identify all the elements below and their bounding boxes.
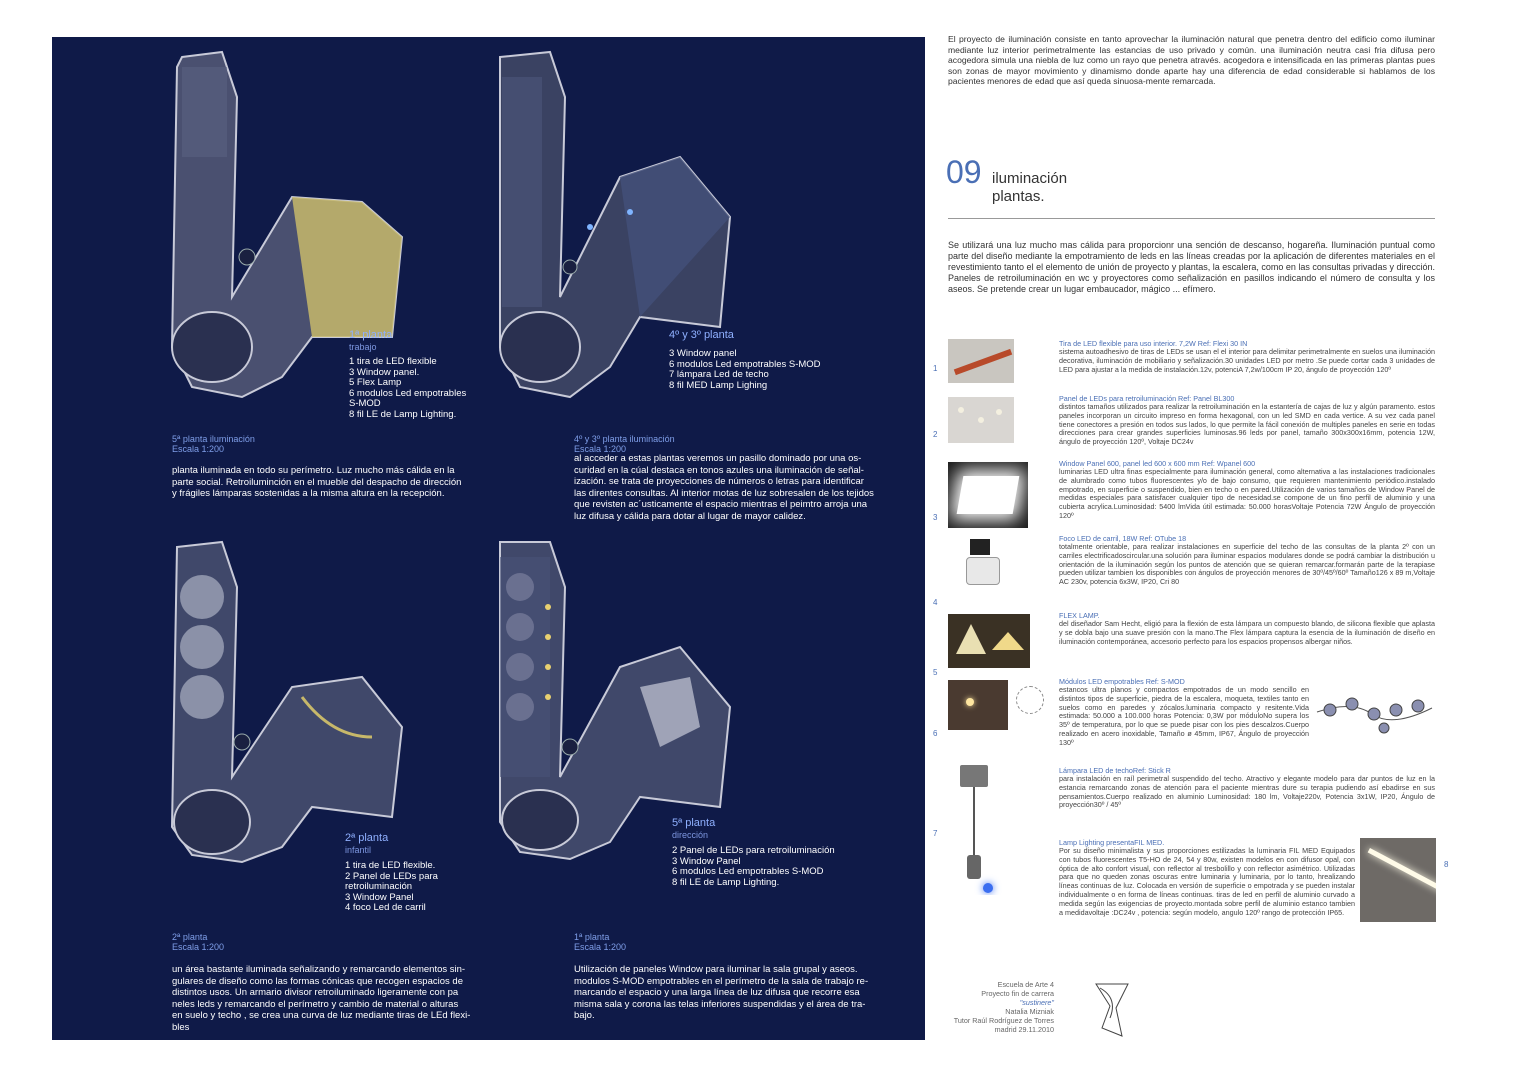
led-strip-image — [948, 339, 1014, 383]
description-line: Utilización de paneles Window para iluminar la sala grupal y aseos. — [574, 964, 858, 975]
floor-plan-1-drawing — [162, 47, 422, 407]
description-line: gulares de diseño como las formas cónicas que recogen espacios de — [172, 975, 463, 987]
chapter-title-line1: iluminación — [992, 170, 1068, 187]
stick-lamp-image — [955, 765, 1005, 895]
legend-item: 1 tira de LED flexible — [349, 356, 437, 367]
item-2-number: 2 — [933, 430, 938, 439]
description-line: en suelo y techo , se crea una curva de luz mediante tiras de LEd flexi- — [172, 1010, 471, 1021]
floor-plan-1 — [162, 47, 422, 407]
plan-2-title-block — [669, 329, 734, 341]
credits-tutor: Tutor Raúl Rodríguez de Torres — [953, 1016, 1054, 1025]
plan-1-subtitle: trabajo — [349, 342, 377, 352]
item-3-title: Window Panel 600, panel led 600 x 600 mm Ref: Wpanel 600 — [1059, 459, 1256, 468]
plan-4-subtitle: dirección — [672, 830, 709, 840]
plan-2-section-title — [574, 434, 675, 454]
description-line: modulos S-MOD empotrables en el perímetro de la sala de trabajo re- — [574, 975, 869, 987]
section-scale: Escala 1:200 — [574, 942, 627, 952]
legend-item: 8 fil LE de Lamp Lighting. — [672, 876, 780, 888]
legend-item: S-MOD — [349, 398, 381, 409]
logo-sketch-icon — [1088, 978, 1134, 1042]
item-1-number: 1 — [933, 364, 938, 373]
legend-item: 1 tira de LED flexible. — [345, 860, 436, 871]
item-4-number: 4 — [933, 598, 938, 607]
item-6-number: 6 — [933, 729, 938, 738]
description-line: al acceder a estas plantas veremos un pasillo dominado por una os- — [574, 453, 862, 464]
plan-3-legend — [345, 861, 438, 914]
description-line: y frágiles lámparas sostenidas a la misma altura en la recepción. — [172, 488, 445, 499]
legend-item: 6 modulos Led empotrables — [349, 387, 467, 399]
item-8-text: Por su diseño minimalista y sus proporciones estilizadas la luminaria FIL MED Equipados con tubos fluorescentes T5-HO de 24, 54 y 80w, existen modelos en con difusor opal, con óptica de alto confort visual, con reflector al tresbolillo y con reflector asimétrico. Utilizadas para que no queden zonas oscuras entre luminaria y luminaria, por lo tanto, hrealizando líneas continuas de luz. Colocada en versión de superficie o empotrada y se pueden instalar individualmente o en forma de líneas continuas. tiras de led en perfil de aluminio curvado a medida según las exigencias de proyecto.montada sobre perfil de aluminio estanco tambien a medidavoltaje :DC24v , potencia: según modelo, angulo 120º rango de protección IP65. — [1059, 846, 1355, 917]
section-scale: Escala 1:200 — [172, 444, 225, 454]
item-7-text: para instalación en raíl perimetral suspendido del techo. Atractivo y elegante modelo para dar puntos de luz en la estancia remarcando zonas de atención para el paciente mientras dure su terapia pudiendo así ebadirse en sus pensamientos.Cuerpo realizado en aluminio Luminosidad: 180 lm, Voltaje220v, Potencia 3x1W, IP20, Ángulo de proyección30º / 45º — [1059, 774, 1435, 810]
credits-school: Escuela de Arte 4 — [997, 980, 1054, 989]
description-line: marcando el espacio y una larga línea de luz difusa que recorre esa — [574, 987, 860, 998]
description-line: distintos usos. Un armario divisor retroiluminado ligeramente con pa — [172, 987, 459, 998]
legend-item: 7 lámpara Led de techo — [669, 369, 769, 380]
credits-project: Proyecto fin de carrera — [981, 989, 1054, 998]
description-line: planta iluminada en todo su perímetro. Luz mucho más cálida en la — [172, 465, 455, 476]
plan-1-title-block — [349, 329, 392, 353]
item-4-text: totalmente orientable, para realizar instalaciones en superficie del techo de las consultas de la planta 2º con un carriles electrificadoscircular.una solución para iluminar espacios modulares donde se podrá cambiar la distribución u orientación de la iluminación según los puntos de atención que se quieran remarcar.formarán parte de la terapiase pueden utilizar tambien los disponibles con ángulos de proyección menores de 30º/45º/60º Tamaño126 x 89 m,Voltaje AC 230v, potencia 6x3W, IP20, Cri 80 — [1059, 542, 1435, 587]
item-2-text: distintos tamaños utilizados para realizar la retroiluminación en la estantería de cajas de luz y algún paramento. estos paneles incorporan un circuito impreso en forma hexagonal, con un led SMD en cada vertice. A su vez cada panel tiene conectores a presión en todos sus lados, lo que permite la fácil conexión de multiples paneles en serie en todas direcciones para crear grandes superficies luminosas.96 leds por panel, tamaño 300x300x16mm, potencia 12W, ángulo de proyección 120º, Voltaje DC24v — [1059, 402, 1435, 447]
item-7-number: 7 — [933, 829, 938, 838]
item-5-number: 5 — [933, 668, 938, 677]
plan-2-description — [574, 453, 894, 522]
description-line: luz difusa y cálida para dotar al lugar de mayor calidez. — [574, 510, 806, 522]
chapter-title-line2: plantas. — [992, 188, 1045, 205]
smod-modules-chain-image — [1312, 690, 1436, 734]
item-1-title: Tira de LED flexible para uso interior. 7,2W Ref: Flexi 30 IN — [1059, 339, 1248, 348]
description-line: ización. se trata de proyecciones de números o letras para identificar — [574, 476, 864, 487]
plan-4-description — [574, 964, 894, 1022]
legend-item: 3 Window panel — [669, 348, 737, 359]
legend-item: 5 Flex Lamp — [349, 377, 402, 388]
section-title-line: 5ª planta iluminación — [172, 434, 255, 444]
item-7-title: Lámpara LED de techoRef: Stick R — [1059, 766, 1171, 775]
track-spotlight-image — [960, 537, 1006, 595]
item-5-text: del diseñador Sam Hecht, eligió para la flexión de esta lámpara un compuesto blando, de silicona flexible que aplasta y se dobla bajo una suave presión con la mano.The Flex lámpara captura la esencia de la iluminación de diseño en iluminación contemporánea, accesorio perfecto para los espacios propensos albergar niños. — [1059, 619, 1435, 646]
legend-item: 6 modulos Led empotrables S-MOD — [672, 866, 824, 877]
chapter-title — [992, 170, 1067, 206]
plan-3-title: 2ª planta — [345, 832, 389, 844]
plan-1-title: 1ª planta — [349, 329, 393, 341]
credits-block — [930, 980, 1054, 1034]
chapter-number: 09 — [946, 154, 982, 190]
item-8-number: 8 — [1444, 860, 1449, 869]
item-8-title: Lamp Lighting presentaFIL MED. — [1059, 838, 1165, 847]
item-4-title: Foco LED de carril, 18W Ref: OTube 18 — [1059, 534, 1187, 543]
item-2-title: Panel de LEDs para retroiluminación Ref: Panel BL300 — [1059, 394, 1235, 403]
plan-3-description — [172, 964, 492, 1033]
plan-2-title: 4º y 3º planta — [669, 329, 734, 341]
plan-4-section-title — [574, 932, 626, 952]
legend-item: 8 fil MED Lamp Lighing — [669, 379, 768, 391]
description-line: que revisten ac´usticamente el espacio mientras el peimtro arroja una — [574, 499, 868, 510]
item-5-title: FLEX LAMP. — [1059, 611, 1100, 620]
description-line: bajo. — [574, 1010, 595, 1021]
description-line: un área bastante iluminada señalizando y remarcando elementos sin- — [172, 964, 466, 975]
plan-3-title-block — [345, 832, 388, 856]
chapter-divider — [948, 218, 1435, 219]
plan-4-title-block — [672, 817, 715, 841]
legend-item: 2 Panel de LEDs para — [345, 870, 438, 882]
led-panel-image — [948, 397, 1014, 443]
intro-paragraph: El proyecto de iluminación consiste en tanto aprovechar la iluminación natural que penetra dentro del edificio como iluminar mediante luz interior perimetralmente las estancias de uso privado y común. una iluminación neutra casi fria difusa pero acogedora simula una niebla de luz como un rayo que penetra através. acogedora e intensificada en las primeras plantas pues son zonas de mayor movimiento y dinamismo donde aparte hay una diferencia de edad considerable si hablamos de los pacientes menores de edad que así queda sinuosa-mente remarcada. — [948, 34, 1435, 87]
plan-3-subtitle: infantil — [345, 845, 372, 855]
plan-1-description — [172, 465, 492, 500]
section-title-line: 2ª planta — [172, 932, 208, 942]
floor-plan-3-drawing — [162, 537, 422, 867]
item-6-text: estancos ultra planos y compactos empotrados de un modo sencillo en distintos tipos de superficie, piedra de la escalera, moqueta, textiles tanto en suelos como en paredes y zócalos.luminaria compacto y resitente.Vida estimada: 50.000 a 100.000 horas Potencia: 0,3W por móduloNo supera los 35º de temperatura, por lo que se puede pisar con los pies descalzos.Cuerpo realizado en acero inoxidable, Tamaño ø 45mm, IP67, Ángulo de proyección 130º — [1059, 685, 1309, 747]
chapter-intro: Se utilizará una luz mucho mas cálida para proporcionr una sención de descanso, hogareña. Iluminación puntual como parte del diseño mediante la empotramiento de leds en las líneas creadas por la aplicación de diferentes materiales en el revestimiento tanto el el elemento de unión de proyecto y plantas, la escalera, como en las consultas privadas y dirección. Paneles de retroiluminación en wc y proyectores como señalización en pasillos indicando el número de consulta y los aseos. Se pretende crear un lugar embaucador, mágico ... efímero. — [948, 240, 1435, 294]
credits-date: madrid 29.11.2010 — [994, 1025, 1054, 1034]
flex-lamp-image — [948, 614, 1030, 668]
legend-item: 3 Window Panel — [672, 855, 741, 867]
plan-4-legend — [672, 846, 835, 888]
plan-4-title: 5ª planta — [672, 817, 716, 829]
section-scale: Escala 1:200 — [172, 942, 225, 952]
legend-item: 4 foco Led de carril — [345, 902, 426, 913]
item-3-number: 3 — [933, 513, 938, 522]
plan-1-section-title — [172, 434, 255, 454]
smod-module-image — [948, 680, 1008, 730]
legend-item: 3 Window panel. — [349, 366, 420, 378]
smod-diagram-icon — [1016, 686, 1044, 714]
description-line: neles leds y remarcando el perímetro y cambio de material o alturas — [172, 998, 459, 1010]
legend-item: 8 fil LE de Lamp Lighting. — [349, 408, 457, 420]
item-1-text: sistema autoadhesivo de tiras de LEDs se usan el el interior para delimitar perimetralmente en suelos una iluminación decorativa, iluminación de mobiliario y señalización.30 unidades LED por metro .Se puede cortar cada 3 unidades de LED para ajustar a la medida de instalación.12v, potenciA 7,2w/100cm IP 20, ángulo de proyección 120º — [1059, 347, 1435, 374]
floor-plan-3 — [162, 537, 422, 867]
description-line: curidad en la cúal destaca en tonos azules una iluminación de señal- — [574, 464, 864, 476]
credits-project-name: "sustinere" — [1019, 998, 1054, 1007]
legend-item: 2 Panel de LEDs para retroiluminación — [672, 845, 835, 856]
legend-item: 6 modulos Led empotrables S-MOD — [669, 358, 821, 370]
section-title-line: 4º y 3º planta iluminación — [574, 434, 675, 444]
section-title-line: 1ª planta — [574, 932, 610, 942]
section-scale: Escala 1:200 — [574, 444, 627, 454]
legend-item: retroiluminación — [345, 881, 413, 892]
description-line: bles — [172, 1021, 190, 1033]
plan-1-legend — [349, 357, 466, 420]
legend-item: 3 Window Panel — [345, 891, 414, 903]
plan-2-legend — [669, 349, 821, 391]
item-6-title: Módulos LED empotrables Ref: S-MOD — [1059, 677, 1185, 686]
description-line: parte social. Retroiluminción en el mueble del despacho de dirección — [172, 476, 462, 488]
floor-plans-panel — [52, 37, 925, 1040]
fil-med-lamp-image — [1360, 838, 1436, 922]
window-panel-image — [948, 462, 1028, 528]
description-line: misma sala y corona las telas inferiores suspendidas y el área de tra- — [574, 998, 866, 1010]
plan-3-section-title — [172, 932, 224, 952]
credits-author: Natalia Mizniak — [1005, 1007, 1054, 1016]
item-3-text: luminarias LED ultra finas especialmente para iluminación general, como alternativa a las instalaciones tradicionales de alumbrado como tubos fluorescentes y/o de bajo consumo, que requieren mantenimiento periódico.instalado empotrado, en superficie o suspendido, bien en techo o en pared.Utilización de varios tamaños de Window Panel de medidas especiales para satisfacer cualquier tipo de necesidad.se compone de un fino perfil de aluminio y una cubierta acrylica.Luminosidad: 5400 lmVida útil estimada: 50.000 horasVoltaje Potencia 72W Ángulo de proyección 120º — [1059, 467, 1435, 520]
description-line: las direntes consultas. Al interior motas de luz sobresalen de los tejidos — [574, 487, 874, 499]
